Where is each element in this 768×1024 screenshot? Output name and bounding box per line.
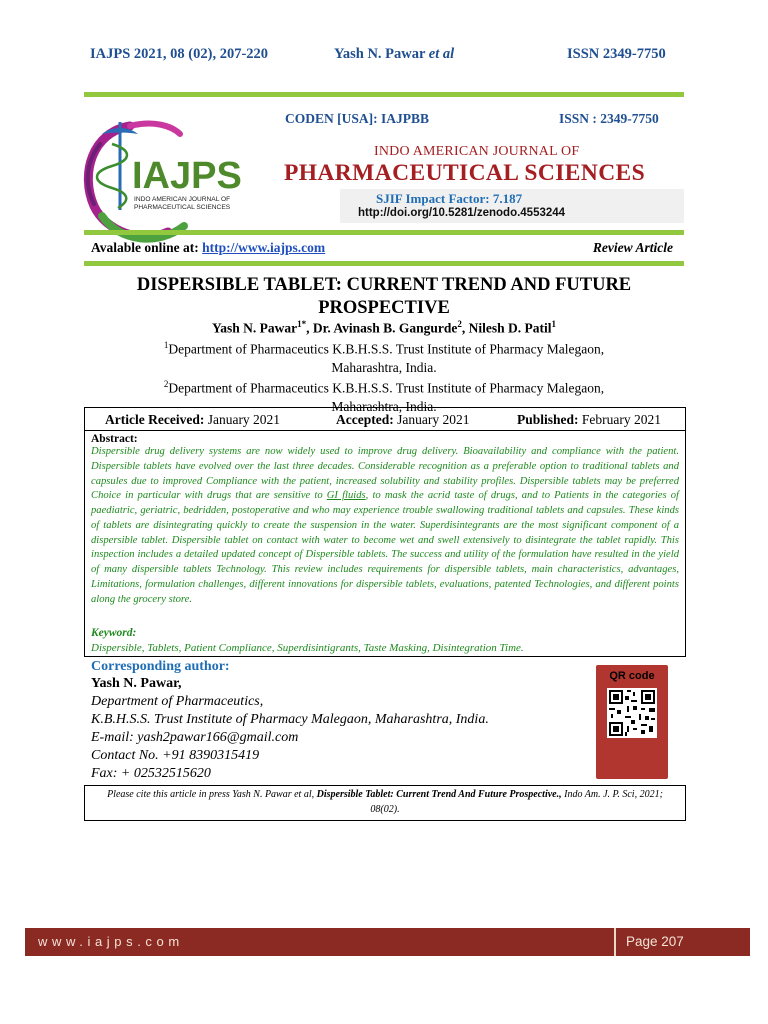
footer-website[interactable]: www.iajps.com: [38, 934, 184, 949]
article-dates: [84, 407, 686, 431]
corresponding-name: Yash N. Pawar,: [91, 676, 182, 691]
coden: CODEN [USA]: IAJPBB: [285, 111, 430, 126]
logo-mark: IAJPS: [132, 155, 242, 197]
author: Yash N. Pawar: [212, 320, 298, 336]
article-type: Review Article: [592, 240, 673, 255]
masthead-issn: ISSN : 2349-7750: [559, 111, 659, 126]
qr-code-label: QR code: [609, 670, 655, 682]
svg-text:PHARMACEUTICAL SCIENCES: PHARMACEUTICAL SCIENCES: [134, 204, 231, 211]
affiliation-2: $^2$Department of Pharmaceutics K.B.H.S.S. Trust Institute of Pharmacy Malegaon, Maharashtra, India.: [163, 379, 605, 414]
author-list: Yash N. Pawar$^{1*}$, Dr. Avinash B. Gangurde$^2$, Nilesh D. Patil$^1$: [212, 319, 556, 336]
keyword-heading: Keyword:: [91, 627, 137, 639]
corresponding-contact: Contact No. +91 8390315419: [91, 748, 260, 763]
svg-text:INDO AMERICAN JOURNAL OF: INDO AMERICAN JOURNAL OF: [134, 196, 231, 203]
keywords: Dispersible, Tablets, Patient Compliance, Superdisintigrants, Taste Masking, Disintegration Time.: [91, 642, 524, 654]
footer-divider: [614, 928, 616, 956]
qr-code-icon: [607, 688, 657, 738]
page-number: Page 207: [626, 934, 684, 949]
corresponding-email: E-mail: yash2pawar166@gmail.com: [91, 730, 299, 745]
masthead-divider-top: [84, 230, 684, 235]
availability-line: Avalable online at: http://www.iajps.com: [91, 240, 326, 255]
journal-name-line2: PHARMACEUTICAL SCIENCES: [284, 160, 646, 186]
abstract-text: Dispersible drug delivery systems are now widely used to improve drug delivery. Bioavailability and compliance with the patient. Dispersible tablets have evolved over the last three decades. Considerable recognition as a preferable option to traditional tablets and capsules due to improved Compliance with the patient, increased solubility and stability profiles. Dispersible tablets may be preferred Choice in particular with drugs that are sensitive to GI fluids, to mask the acrid taste of drugs, and to Patients in the categories of paediatric, geriatric, bedridden, postoperative and who may experience trouble swallowing traditional tablets and capsules. These kinds of tablets are disintegrating quickly to create the suspension in the water. Superdisintegrants are the most significant component of a dispersible tablet. Dispersible tablet on contact with water to become wet and swell extensively to disintegrate the tablet rapidly. This inspection includes a detailed updated concept of Dispersible tablets. The success and utility of the formulation have resulted in the yield of many dispersible tablets Technology. This review includes requirements for dispersible tablets, main characteristics, advantages, Limitations, formulation challenges, different innovations for dispersible tablets, evaluations, patented Technologies, and different points along the grocery store.: [91, 446, 679, 605]
doi-link[interactable]: http://doi.org/10.5281/zenodo.4553244: [358, 207, 566, 219]
corresponding-institute: K.B.H.S.S. Trust Institute of Pharmacy Malegaon, Maharashtra, India.: [91, 712, 489, 727]
header-issn: ISSN 2349-7750: [567, 46, 666, 62]
author: Dr. Avinash B. Gangurde: [312, 320, 458, 336]
abstract-heading: Abstract:: [91, 433, 138, 445]
sjif-impact-factor: SJIF Impact Factor: 7.187: [376, 191, 523, 206]
journal-website-link[interactable]: http://www.iajps.com: [202, 240, 326, 255]
citation-text: Please cite this article in press Yash N. Pawar et al, Dispersible Tablet: Current Trend And Future Prospective., Indo Am. J. P. Sci, 2021; 08(02).: [107, 789, 663, 815]
affiliation-1: $^1$Department of Pharmaceutics K.B.H.S.S. Trust Institute of Pharmacy Malegaon, Maharashtra, India.: [163, 340, 605, 375]
corresponding-department: Department of Pharmaceutics,: [91, 694, 264, 709]
corresponding-heading: Corresponding author:: [91, 659, 230, 674]
published-date: Published: February 2021: [517, 412, 662, 427]
corresponding-fax: Fax: + 02532515620: [91, 766, 211, 781]
header-author: Yash N. Pawar et al: [334, 46, 455, 62]
running-header: [0, 46, 768, 66]
masthead-divider-bottom: [84, 261, 684, 266]
journal-name-line1: INDO AMERICAN JOURNAL OF: [374, 144, 580, 159]
accepted-date: Accepted: January 2021: [336, 412, 470, 427]
received-date: Article Received: January 2021: [105, 412, 281, 427]
author: Nilesh D. Patil: [468, 320, 552, 336]
header-divider: [84, 92, 684, 97]
header-citation: IAJPS 2021, 08 (02), 207-220: [90, 46, 269, 62]
article-title: DISPERSIBLE TABLET: CURRENT TREND AND FUTURE PROSPECTIVE: [136, 275, 632, 318]
